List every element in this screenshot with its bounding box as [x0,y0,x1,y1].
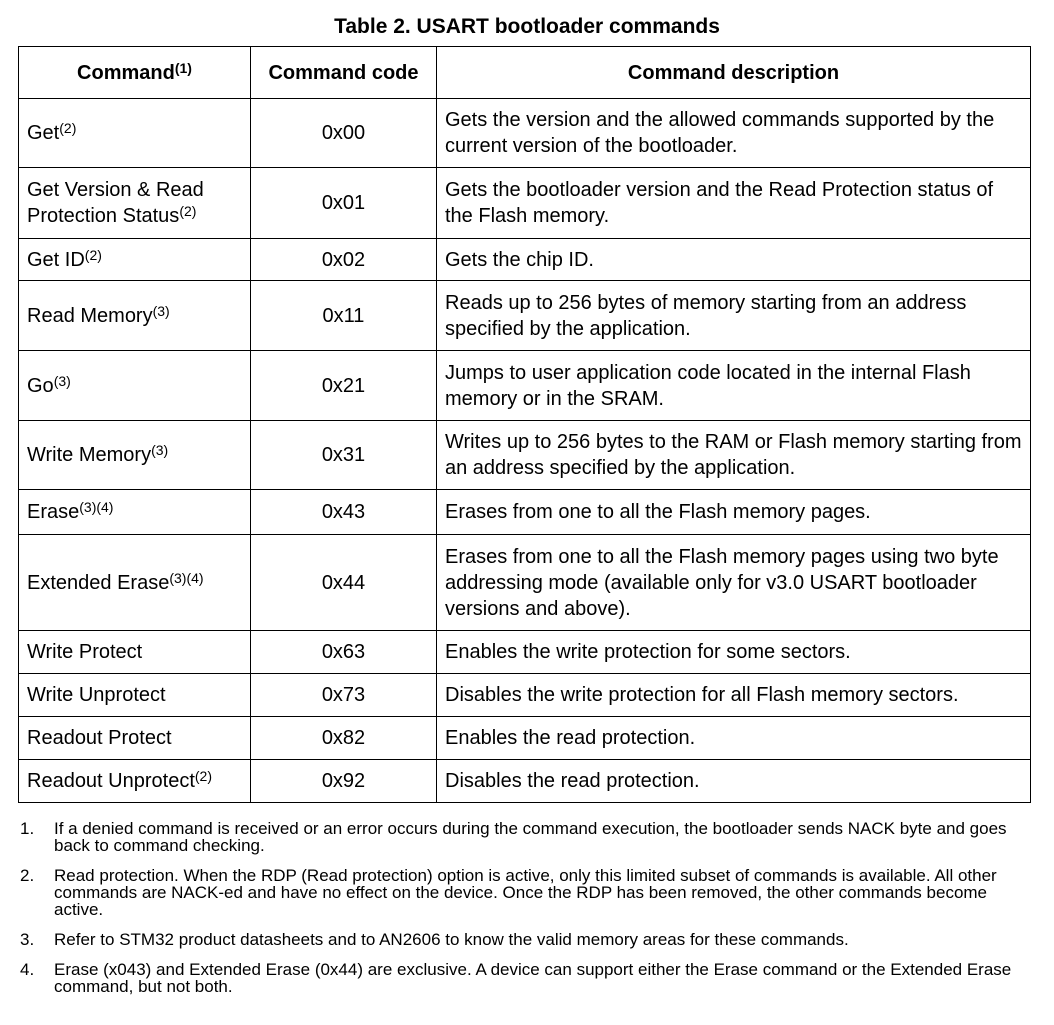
command-code: 0x21 [251,351,437,421]
table-row [19,490,1031,535]
command-description: Gets the chip ID. [437,239,1031,281]
table-row [19,760,1031,803]
table-row [19,99,1031,168]
footnote-item [20,820,1030,854]
footnote-ref: (3) [152,302,170,319]
footnote-number: 2. [20,866,35,885]
footnote-item [20,931,1030,948]
footnote-ref: (2) [59,120,77,136]
command-name: Extended Erase$^{(3)(4)}$ [19,535,251,631]
footnote-number: 4. [20,960,35,979]
header-command-description: Command description [437,47,1031,99]
table-row [19,281,1031,351]
table-title: Table 2. USART bootloader commands [334,15,720,38]
footnote-text: Read protection. When the RDP (Read protection) option is active, only this limited subset of commands is available. All other commands are NACK-ed and have no effect on the device. Once the RDP has been removed, the other commands become active. [54,866,997,919]
footnote-ref: (3) [151,442,169,458]
command-code: 0x82 [251,717,437,760]
command-description: Jumps to user application code located in the internal Flash memory or in the SRAM. [437,351,1031,421]
footnote-ref: (3) [53,372,71,389]
table-row [19,239,1031,281]
command-name: Get Version & Read Protection Status$^{(2)}$ [19,168,251,239]
command-description: Reads up to 256 bytes of memory starting from an address specified by the application. [437,281,1031,351]
footnote-ref: (2) [194,768,213,784]
command-description: Disables the read protection. [437,760,1031,803]
table-row [19,351,1031,421]
command-description: Enables the read protection. [437,717,1031,760]
table-header-row [19,47,1031,99]
command-description: Erases from one to all the Flash memory pages. [437,490,1031,535]
command-name: Get$^{(2)}$ [19,99,251,168]
header-command-code: Command code [251,47,437,99]
command-name: Write Unprotect [19,674,251,717]
command-code: 0x73 [251,674,437,717]
footnote-ref: (2) [179,203,197,219]
command-code: 0x92 [251,760,437,803]
command-name: Write Memory$^{(3)}$ [19,421,251,490]
command-name: Readout Protect [19,717,251,760]
command-description: Gets the bootloader version and the Read Protection status of the Flash memory. [437,168,1031,239]
footnote-number: 3. [20,930,35,949]
command-code: 0x11 [251,281,437,351]
footnote-ref: (3)(4) [79,499,114,515]
command-description: Disables the write protection for all Flash memory sectors. [437,674,1031,717]
commands-table [18,46,1031,803]
command-name: Go$^{(3)}$ [19,351,251,421]
footnote-text: If a denied command is received or an error occurs during the command execution, the bootloader sends NACK byte and goes back to command checking. [54,819,1007,855]
footnote-text: Erase (x043) and Extended Erase (0x44) are exclusive. A device can support either the Erase command or the Extended Erase command, but not both. [54,960,1012,996]
command-description: Erases from one to all the Flash memory pages using two byte addressing mode (available only for v3.0 USART bootloader versions and above). [437,535,1031,631]
command-name: Erase$^{(3)(4)}$ [19,490,251,535]
command-name: Get ID$^{(2)}$ [19,239,251,281]
footnote-ref: (3)(4) [169,569,204,586]
command-code: 0x43 [251,490,437,535]
header-command: Command$^{(1)}$ [19,47,251,99]
command-code: 0x02 [251,239,437,281]
table-row [19,717,1031,760]
command-name: Read Memory$^{(3)}$ [19,281,251,351]
command-code: 0x44 [251,535,437,631]
table-row [19,674,1031,717]
table-row [19,535,1031,631]
header-footnote-ref: (1) [174,59,192,76]
table-row [19,631,1031,674]
footnote-number: 1. [20,819,35,838]
command-code: 0x31 [251,421,437,490]
footnote-text: Refer to STM32 product datasheets and to AN2606 to know the valid memory areas for these commands. [54,930,849,949]
command-code: 0x01 [251,168,437,239]
command-name: Readout Unprotect$^{(2)}$ [19,760,251,803]
command-description: Enables the write protection for some sectors. [437,631,1031,674]
command-description: Writes up to 256 bytes to the RAM or Flash memory starting from an address specified by the application. [437,421,1031,490]
command-code: 0x63 [251,631,437,674]
command-description: Gets the version and the allowed commands supported by the current version of the bootloader. [437,99,1031,168]
table-row [19,168,1031,239]
footnote-ref: (2) [84,246,102,263]
table-row [19,421,1031,490]
command-code: 0x00 [251,99,437,168]
command-name: Write Protect [19,631,251,674]
table-footnotes [20,820,1030,1008]
footnote-item [20,867,1030,918]
footnote-item [20,961,1030,995]
